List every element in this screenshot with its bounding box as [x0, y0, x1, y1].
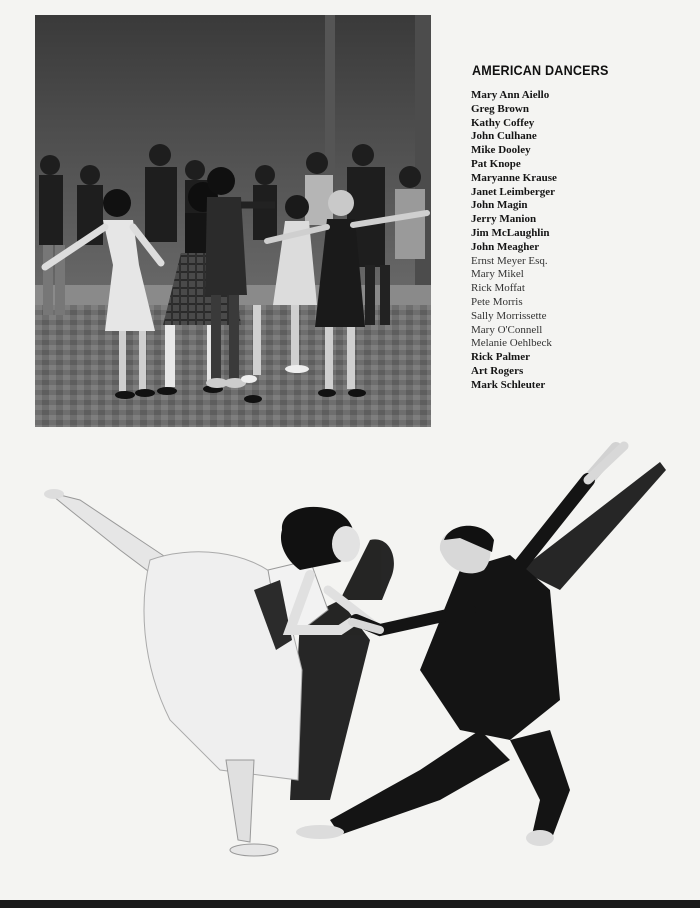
- dancer-name: Kathy Coffey: [471, 116, 535, 129]
- dancer-name: Mike Dooley: [471, 144, 531, 157]
- dancer-name: Maryanne Krause: [471, 171, 557, 184]
- dancer-name: Janet Leimberger: [471, 185, 555, 198]
- dancer-name: Pete Morris: [471, 295, 523, 308]
- dancer-list: [471, 89, 557, 393]
- group-dance-photo: [35, 15, 431, 427]
- page-bottom-edge: [0, 900, 700, 908]
- dancer-name: Melanie Oehlbeck: [471, 337, 552, 350]
- dancer-name: Rick Palmer: [471, 351, 530, 364]
- dancer-name: Ernst Meyer Esq.: [471, 254, 548, 267]
- dancer-name: Art Rogers: [471, 364, 524, 377]
- dancer-name: Greg Brown: [471, 102, 529, 115]
- dancer-name: Mary O'Connell: [471, 323, 543, 336]
- dancer-name: Sally Morrissette: [471, 309, 547, 322]
- dancer-name: John Magin: [471, 199, 528, 212]
- dancer-name: Mary Ann Aiello: [471, 89, 550, 101]
- dancer-name: Mary Mikel: [471, 268, 524, 281]
- section-title: AMERICAN DANCERS: [472, 62, 609, 78]
- duet-dance-photo: [40, 440, 680, 865]
- dancer-name: John Culhane: [471, 130, 537, 143]
- dancer-name: Jerry Manion: [471, 213, 537, 226]
- dancer-name: John Meagher: [471, 240, 540, 253]
- dancer-name: Pat Knope: [471, 157, 521, 170]
- dancer-name: Rick Moffat: [471, 282, 525, 295]
- dancer-name: Mark Schleuter: [471, 378, 546, 391]
- dancer-name: Jim McLaughlin: [471, 226, 550, 239]
